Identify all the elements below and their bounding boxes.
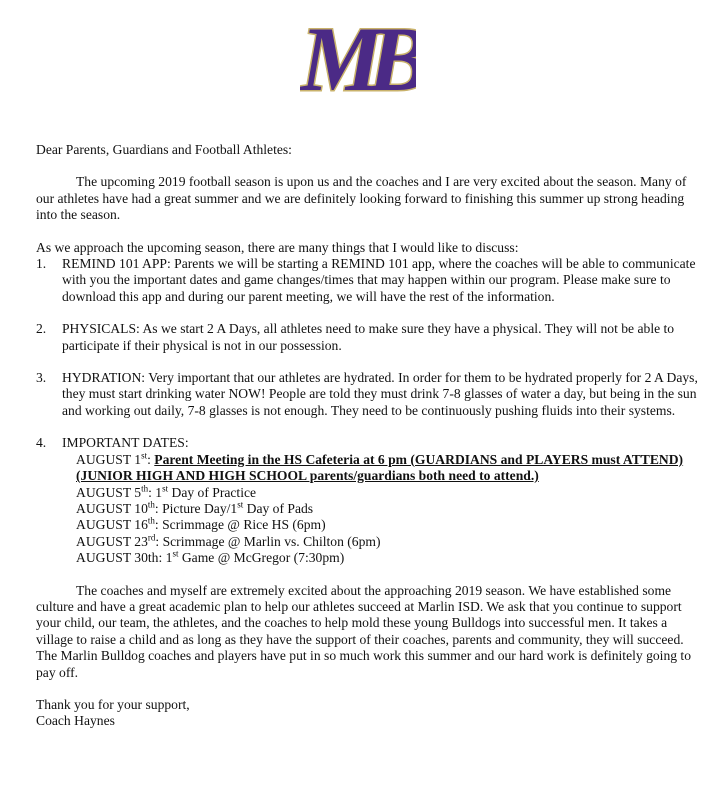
item-number: 3. <box>36 370 47 386</box>
closing-line: Thank you for your support, <box>36 696 190 712</box>
signature: Coach Haynes <box>36 713 115 729</box>
item-text: REMIND 101 APP: Parents we will be starting a REMIND 101 app, where the coaches will be able to communicate with you the important dates and game changes/times that may happen within our program. Please make sure to download this app and during our parent meeting, we will have the rest of the information. <box>62 256 696 304</box>
item-number: 2. <box>36 321 47 337</box>
item-number: 1. <box>36 256 47 272</box>
important-dates <box>76 452 700 567</box>
date-row: AUGUST 5th: 1st Day of Practice <box>76 482 257 500</box>
closing-paragraph: The coaches and myself are extremely excited about the approaching 2019 season. We have established some culture and have a great academic plan to help our athletes succeed at Marlin ISD. We ask that you continue to support your child, our team, the athletes, and the coaches to help mold these young Bulldogs into successful men. It takes a village to raise a child and as long as they have the support of their coaches, parents and community, they will succeed. The Marlin Bulldog coaches and players have put in so much work this summer and our hard work is definitely going to pay off. <box>36 582 692 680</box>
letter-body <box>36 142 700 730</box>
item-text: HYDRATION: Very important that our athletes are hydrated. In order for them to be hydrated properly for 2 A Days, they must start drinking water NOW! People are told they must drink 7-8 glasses of water a day, but being in the sun and working out daily, 7-8 glasses is not enough. They need to be continuously pushing fluids into their systems. <box>62 370 698 418</box>
item-number: 4. <box>36 435 47 451</box>
item-text: PHYSICALS: As we start 2 A Days, all athletes need to make sure they have a physical. They will not be able to participate if their physical is not in our possession. <box>62 321 675 353</box>
date-row: AUGUST 23rd: Scrimmage @ Marlin vs. Chilton (6pm) <box>76 532 381 549</box>
date-row: AUGUST 30th: 1st Game @ McGregor (7:30pm) <box>76 548 345 566</box>
list-item <box>36 256 700 305</box>
date-row: AUGUST 10th: Picture Day/1st Day of Pads <box>76 499 314 516</box>
list-item <box>36 435 700 566</box>
list-item <box>36 370 700 419</box>
parent-meeting-notice: Parent Meeting in the HS Cafeteria at 6 pm (GUARDIANS and PLAYERS must ATTEND)(JUNIOR HIGH AND HIGH SCHOOL parents/guardians both need to attend.) <box>76 451 684 484</box>
item-text: IMPORTANT DATES: <box>62 435 189 451</box>
list-item <box>36 321 700 354</box>
marlin-bulldogs-logo <box>300 2 416 114</box>
discussion-list <box>36 256 700 567</box>
salutation: Dear Parents, Guardians and Football Athletes: <box>36 142 292 157</box>
date-row: AUGUST 16th: Scrimmage @ Rice HS (6pm) <box>76 515 326 533</box>
discussion-intro: As we approach the upcoming season, there are many things that I would like to discuss: <box>36 239 519 255</box>
intro-paragraph: The upcoming 2019 football season is upon us and the coaches and I are very excited about the season. Many of our athletes have had a great summer and we are definitely looking forward to finishing this summer up strong heading into the season. <box>36 174 687 223</box>
date-row: AUGUST 1st: Parent Meeting in the HS Cafeteria at 6 pm (GUARDIANS and PLAYERS must ATTEND)(JUNIOR HIGH AND HIGH SCHOOL parents/guardians both need to attend.) <box>76 450 684 484</box>
logo-text: MB <box>300 8 416 110</box>
